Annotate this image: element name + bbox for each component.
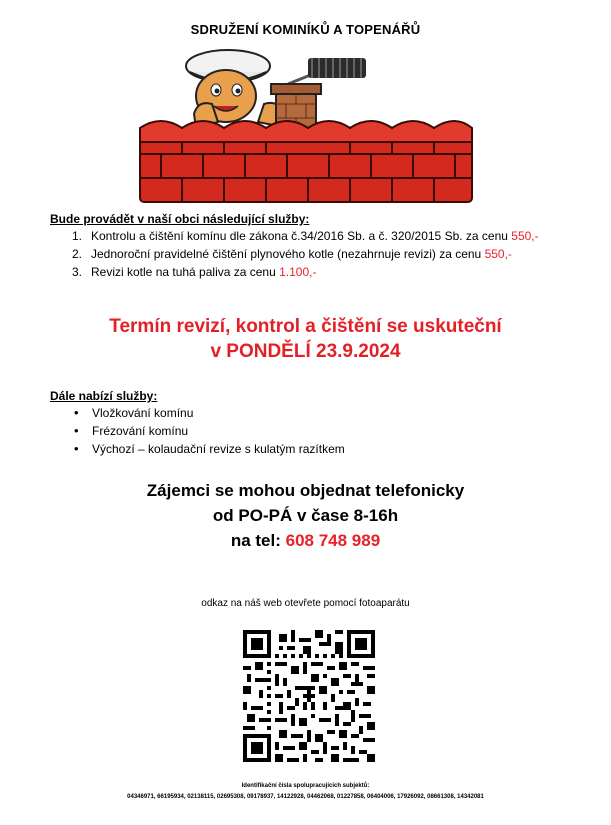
page-title: SDRUŽENÍ KOMINÍKŮ A TOPENÁŘŮ: [190, 22, 421, 37]
contact-line-1: Zájemci se mohou objednat telefonicky: [146, 481, 465, 500]
services-list: [72, 227, 539, 281]
contact-phone-line: na tel: 608 748 989: [230, 531, 381, 550]
price: 550,-: [511, 229, 539, 243]
more-services-list: [74, 404, 345, 458]
services-heading: Bude provádět v naší obci následující služby:: [50, 212, 310, 226]
announcement-line-1: Termín revizí, kontrol a čištění se uskuteční: [109, 316, 502, 337]
list-item: • Vložkování komínu: [74, 404, 345, 422]
contact-block: [0, 478, 611, 553]
chimney-brush-icon: [308, 58, 366, 78]
qr-code-icon[interactable]: [243, 630, 375, 762]
phone-number[interactable]: 608 748 989: [285, 531, 381, 550]
price: 1.100,-: [279, 265, 317, 279]
ids-list: 04346971, 66195934, 02138115, 02695308, 09178937, 14122928, 04462068, 01227858, 06404006, 17926092, 08661308, 14342081: [127, 794, 484, 800]
list-item: • Frézování komínu: [74, 422, 345, 440]
announcement: [0, 314, 611, 364]
list-item: 2. Jednoroční pravidelné čištění plynového kotle (nezahrnuje revizi) za cenu 550,-: [72, 247, 512, 261]
price: 550,-: [484, 247, 512, 261]
more-services-heading: Dále nabízí služby:: [50, 389, 158, 403]
qr-note: odkaz na náš web otevřete pomocí fotoaparátu: [201, 598, 410, 609]
list-item: 3. Revizi kotle na tuhá paliva za cenu 1.100,-: [72, 265, 317, 279]
list-item: 1. Kontrolu a čištění komínu dle zákona č.34/2016 Sb. a č. 320/2015 Sb. za cenu 550,-: [72, 229, 539, 243]
announcement-date: v PONDĚLÍ 23.9.2024: [210, 341, 401, 362]
contact-line-2: od PO-PÁ v čase 8-16h: [212, 506, 399, 525]
list-item: • Výchozí – kolaudační revize s kulatým razítkem: [74, 440, 345, 458]
chimney-sweep-illustration: [138, 44, 474, 204]
ids-heading: Identifikační čísla spolupracujících subjektů:: [241, 783, 370, 789]
